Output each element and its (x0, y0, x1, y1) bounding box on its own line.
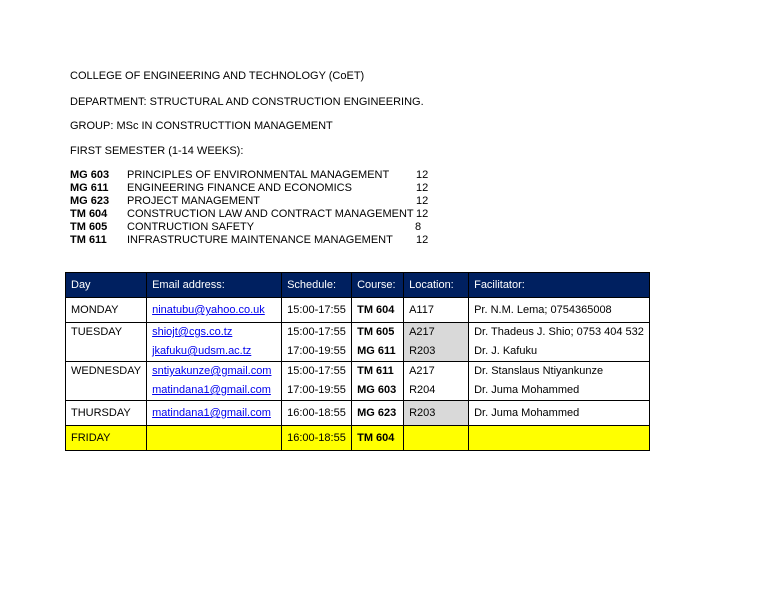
course-credits: 12 (416, 234, 429, 246)
time-cell: 15:00-17:55 17:00-19:55 (282, 362, 352, 401)
college-title: COLLEGE OF ENGINEERING AND TECHNOLOGY (CoET) (70, 70, 365, 82)
col-header-course: Course: (352, 273, 404, 298)
col-header-day: Day (66, 273, 147, 298)
course-cell: TM 611 MG 603 (352, 362, 404, 401)
table-row (66, 401, 650, 426)
table-row (66, 362, 650, 401)
course-name: PROJECT MANAGEMENT (127, 195, 261, 207)
semester-line: FIRST SEMESTER (1-14 WEEKS): (70, 145, 244, 157)
schedule-table (65, 272, 650, 451)
course-code: MG 623 (70, 195, 110, 207)
day-cell: FRIDAY (66, 426, 147, 451)
course-cell: MG 623 (352, 401, 404, 426)
course-credits: 12 (416, 208, 429, 220)
schedule-header-row (66, 273, 650, 298)
time-cell: 16:00-18:55 (282, 401, 352, 426)
table-row (66, 323, 650, 362)
group-line: GROUP: MSc IN CONSTRUCTTION MANAGEMENT (70, 120, 333, 132)
email-cell (147, 426, 282, 451)
course-code: MG 611 (70, 182, 109, 194)
time-cell: 16:00-18:55 (282, 426, 352, 451)
day-cell: MONDAY (66, 298, 147, 323)
email-link[interactable]: ninatubu@yahoo.co.uk (152, 304, 265, 316)
col-header-location: Location: (404, 273, 469, 298)
course-cell: TM 604 (352, 426, 404, 451)
day-cell: WEDNESDAY (66, 362, 147, 401)
course-credits: 12 (416, 195, 429, 207)
email-cell (147, 401, 282, 426)
course-name: ENGINEERING FINANCE AND ECONOMICS (127, 182, 352, 194)
table-row (66, 298, 650, 323)
facilitator-cell: Dr. Stanslaus Ntiyankunze Dr. Juma Mohammed (469, 362, 650, 401)
col-header-facilitator: Facilitator: (469, 273, 650, 298)
course-name: INFRASTRUCTURE MAINTENANCE MANAGEMENT (127, 234, 393, 246)
location-cell: A217 R203 (404, 323, 469, 362)
course-code: TM 611 (70, 234, 107, 246)
course-name: PRINCIPLES OF ENVIRONMENTAL MANAGEMENT (127, 169, 390, 181)
email-cell (147, 323, 282, 362)
email-link[interactable]: sntiyakunze@gmail.com (152, 365, 272, 377)
course-cell: TM 604 (352, 298, 404, 323)
email-link[interactable]: matindana1@gmail.com (152, 407, 271, 419)
location-cell: R203 (404, 401, 469, 426)
col-header-email: Email address: (147, 273, 282, 298)
day-cell: TUESDAY (66, 323, 147, 362)
location-cell: A217 R204 (404, 362, 469, 401)
course-name: CONSTRUCTION LAW AND CONTRACT MANAGEMENT (127, 208, 414, 220)
location-cell (404, 426, 469, 451)
col-header-schedule: Schedule: (282, 273, 352, 298)
time-cell: 15:00-17:55 (282, 298, 352, 323)
email-cell (147, 362, 282, 401)
course-credits: 12 (416, 169, 429, 181)
facilitator-cell: Pr. N.M. Lema; 0754365008 (469, 298, 650, 323)
email-link[interactable]: matindana1@gmail.com (152, 384, 271, 396)
table-row (66, 426, 650, 451)
email-cell (147, 298, 282, 323)
location-cell: A117 (404, 298, 469, 323)
course-code: TM 604 (70, 208, 108, 220)
course-code: MG 603 (70, 169, 110, 181)
facilitator-cell: Dr. Thadeus J. Shio; 0753 404 532 Dr. J. Kafuku (469, 323, 650, 362)
email-link[interactable]: jkafuku@udsm.ac.tz (152, 345, 252, 357)
course-credits: 8 (415, 221, 422, 233)
course-code: TM 605 (70, 221, 108, 233)
facilitator-cell: Dr. Juma Mohammed (469, 401, 650, 426)
course-credits: 12 (416, 182, 429, 194)
course-name: CONTRUCTION SAFETY (127, 221, 255, 233)
department-line: DEPARTMENT: STRUCTURAL AND CONSTRUCTION ENGINEERING. (70, 96, 424, 108)
facilitator-cell (469, 426, 650, 451)
day-cell: THURSDAY (66, 401, 147, 426)
email-link[interactable]: shiojt@cgs.co.tz (152, 326, 233, 338)
time-cell: 15:00-17:55 17:00-19:55 (282, 323, 352, 362)
course-cell: TM 605 MG 611 (352, 323, 404, 362)
